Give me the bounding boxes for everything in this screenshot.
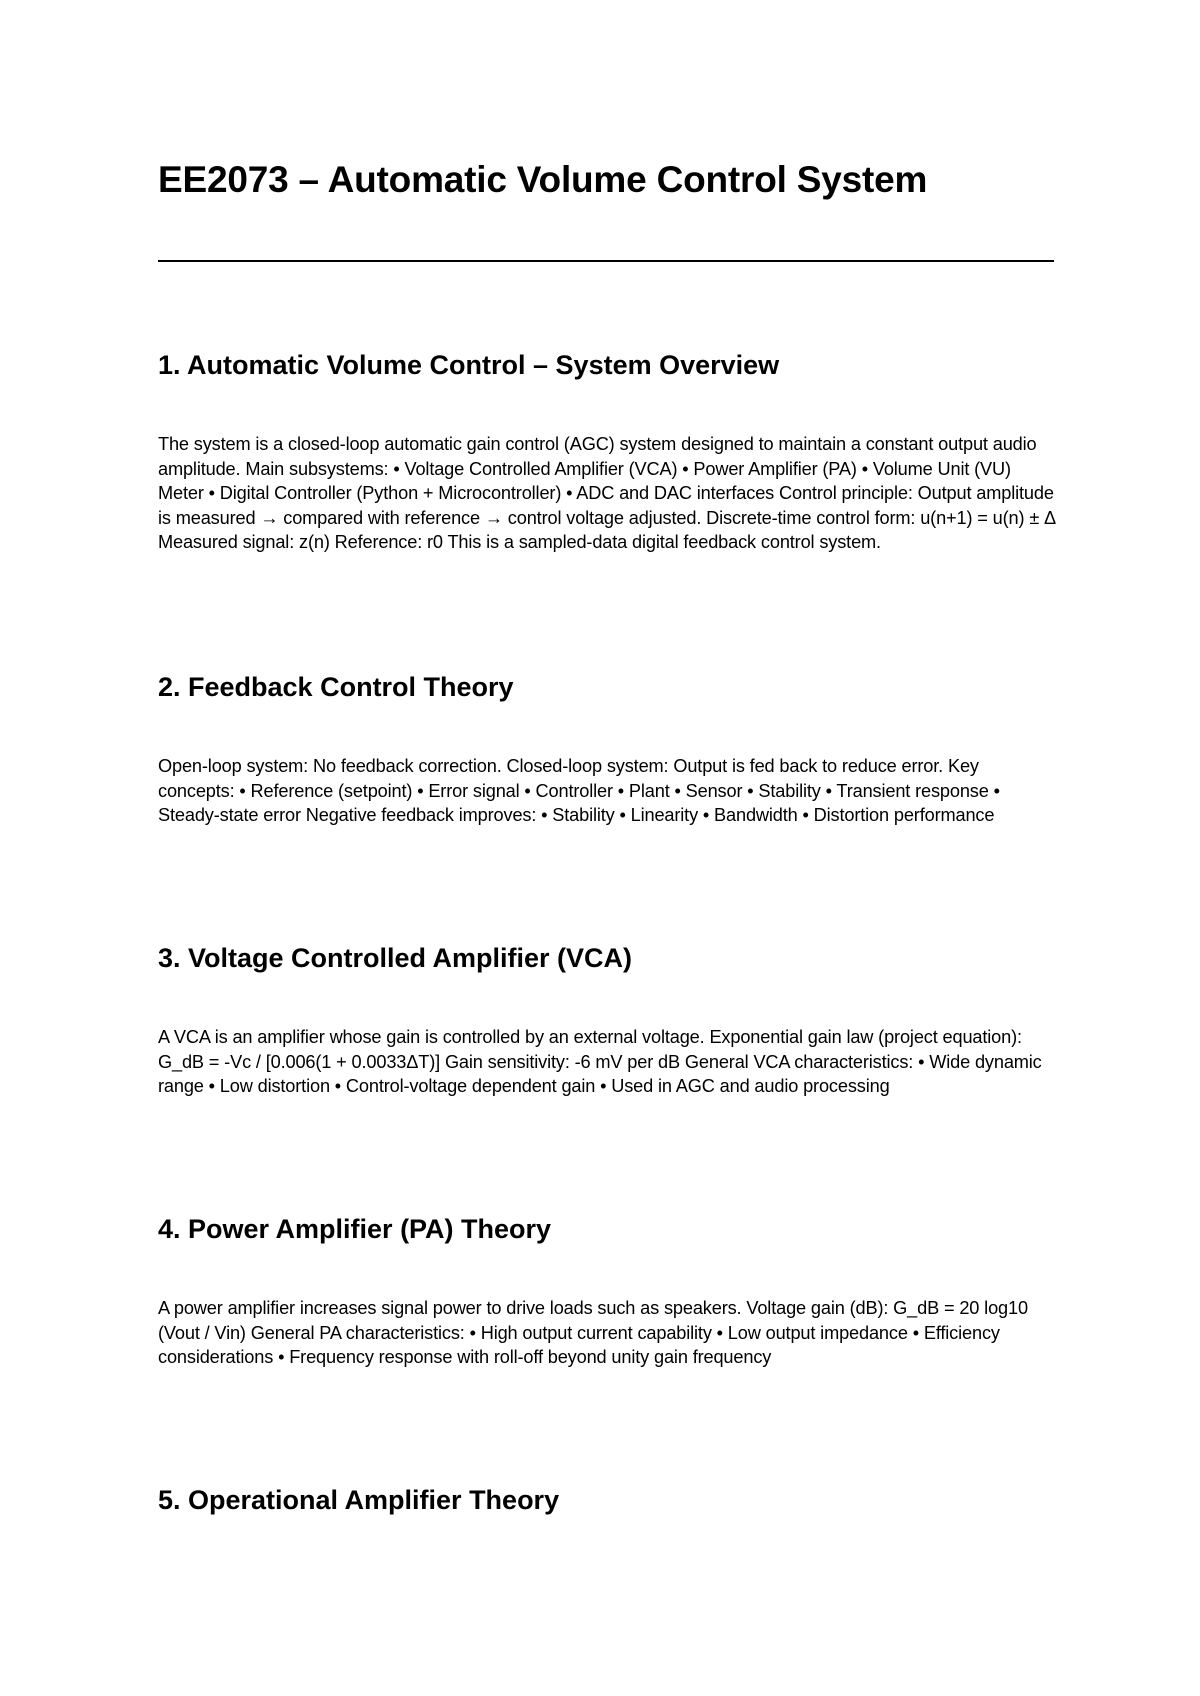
- section-body: The system is a closed-loop automatic gain control (AGC) system designed to maintain a constant output audio amplitude. Main subsystems: • Voltage Controlled Amplifier (VCA) • Power Amplifier (PA) • Volume Unit (VU) Meter • Digital Controller (Python + Microcontroller) • ADC and DAC interfaces Control principle: Output amplitude is measured → compared with reference → control voltage adjusted. Discrete-time control form: u(n+1) = u(n) ± Δ Measured signal: z(n) Reference: r0 This is a sampled-data digital feedback control system.: [158, 434, 1056, 553]
- section-operational-amplifier-theory: [158, 1483, 1058, 1517]
- section-system-overview: [158, 348, 1058, 555]
- section-body: Open-loop system: No feedback correction. Closed-loop system: Output is fed back to reduce error. Key concepts: • Reference (setpoint) • Error signal • Controller • Plant • Sensor • Stability • Transient response • Steady-state error Negative feedback improves: • Stability • Linearity • Bandwidth • Distortion performance: [158, 756, 1000, 826]
- title-divider: [158, 260, 1054, 262]
- section-body: A power amplifier increases signal power to drive loads such as speakers. Voltage gain (dB): G_dB = 20 log10 (Vout / Vin) General PA characteristics: • High output current capability • Low output impedance • Efficiency considerations • Frequency response with roll-off beyond unity gain frequency: [158, 1298, 1028, 1368]
- section-vca: [158, 941, 1058, 1099]
- document-title: EE2073 – Automatic Volume Control System: [158, 159, 928, 200]
- section-heading: 1. Automatic Volume Control – System Overview: [158, 350, 780, 380]
- section-heading: 5. Operational Amplifier Theory: [158, 1485, 560, 1515]
- section-feedback-control-theory: [158, 670, 1058, 828]
- section-heading: 2. Feedback Control Theory: [158, 672, 514, 702]
- section-body: A VCA is an amplifier whose gain is controlled by an external voltage. Exponential gain law (project equation): G_dB = -Vc / [0.006(1 + 0.0033ΔT)] Gain sensitivity: -6 mV per dB General VCA characteristics: • Wide dynamic range • Low distortion • Control-voltage dependent gain • Used in AGC and audio processing: [158, 1027, 1042, 1097]
- section-heading: 3. Voltage Controlled Amplifier (VCA): [158, 943, 633, 973]
- section-power-amplifier-theory: [158, 1212, 1058, 1370]
- section-heading: 4. Power Amplifier (PA) Theory: [158, 1214, 552, 1244]
